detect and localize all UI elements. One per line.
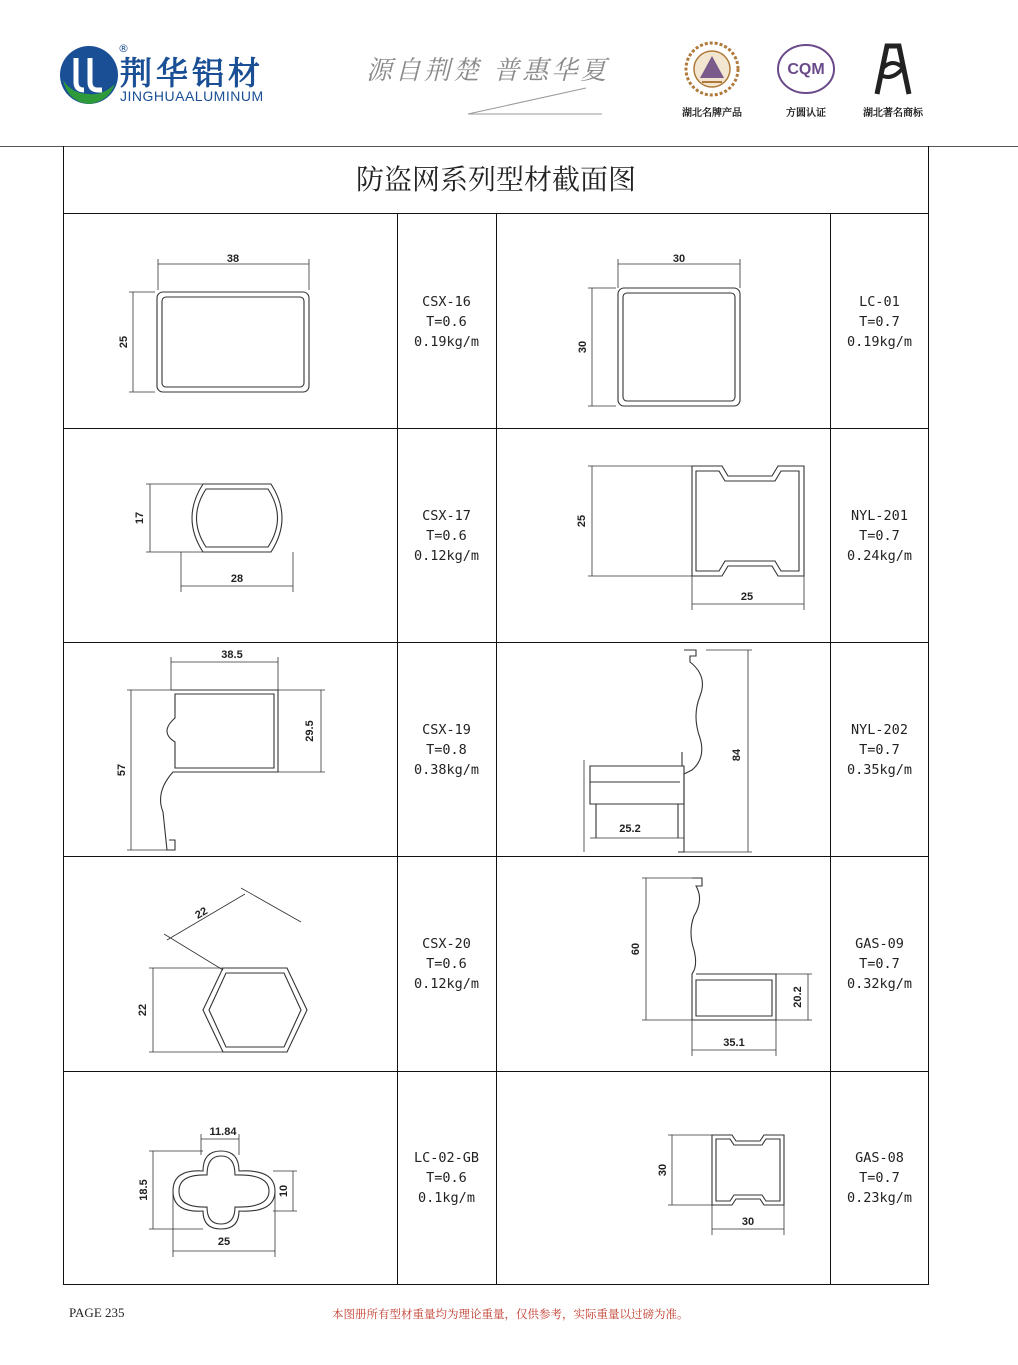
dim-label: 28	[230, 573, 244, 585]
dim-label: 84	[731, 748, 743, 762]
dim-label: 17	[134, 511, 146, 525]
dim-label: 35.1	[723, 1037, 745, 1049]
badge-caption: 方圆认证	[786, 108, 826, 119]
cqm-mark: CQM	[787, 61, 825, 78]
dim-label: 30	[741, 1216, 755, 1228]
dim-label: 25	[118, 335, 130, 349]
dim-label: 30	[577, 340, 589, 354]
profile-weight: 0.35kg/m	[846, 762, 913, 778]
profile-thickness: T=0.6	[426, 1170, 467, 1186]
dim-label: 22	[193, 905, 210, 922]
profile-code: GAS-09	[855, 936, 904, 952]
profile-thickness: T=0.6	[426, 314, 467, 330]
profile-drawing-nyl-202	[496, 642, 830, 856]
profile-info-lc-01	[830, 292, 929, 352]
dim-label: 18.5	[138, 1179, 150, 1201]
profile-code: NYL-201	[851, 508, 908, 524]
profile-info-lc-02-gb	[397, 1148, 496, 1208]
profile-info-nyl-201	[830, 506, 929, 566]
profile-weight: 0.23kg/m	[846, 1190, 913, 1206]
weight-disclaimer: 本图册所有型材重量均为理论重量，仅供参考，实际重量以过磅为准。	[332, 1307, 689, 1321]
slogan-underline	[466, 84, 606, 118]
dim-label: 25	[217, 1236, 231, 1248]
profile-thickness: T=0.7	[859, 956, 900, 972]
profile-thickness: T=0.7	[859, 528, 900, 544]
profile-weight: 0.19kg/m	[846, 334, 913, 350]
profile-drawing-csx-19	[63, 642, 397, 856]
profile-code: CSX-16	[422, 294, 471, 310]
dim-label: 30	[657, 1163, 669, 1177]
profile-info-gas-08	[830, 1148, 929, 1208]
profile-code: LC-02-GB	[413, 1150, 480, 1166]
profile-code: NYL-202	[851, 722, 908, 738]
registered-mark: ®	[118, 42, 129, 55]
profile-weight: 0.24kg/m	[846, 548, 913, 564]
profile-thickness: T=0.6	[426, 956, 467, 972]
profile-info-csx-19	[397, 720, 496, 780]
profile-drawing-gas-09	[496, 856, 830, 1070]
award-emblem-icon	[672, 38, 752, 100]
dim-label: 25.2	[619, 823, 641, 835]
dim-label: 20.2	[792, 986, 804, 1008]
dim-label: 29.5	[304, 720, 316, 742]
profile-drawing-csx-20	[63, 856, 397, 1070]
profile-drawing-gas-08	[496, 1071, 830, 1285]
dim-label: 25	[576, 514, 588, 528]
profile-info-gas-09	[830, 934, 929, 994]
dim-label: 10	[278, 1184, 290, 1198]
dim-label: 30	[672, 253, 686, 265]
profile-drawing-lc-01	[496, 214, 830, 428]
profile-weight: 0.38kg/m	[413, 762, 480, 778]
profile-info-csx-17	[397, 506, 496, 566]
profile-info-csx-16	[397, 292, 496, 352]
dim-label: 22	[137, 1003, 149, 1017]
profile-code: CSX-17	[422, 508, 471, 524]
dim-label: 38.5	[221, 649, 243, 661]
badge-hubei-brand	[672, 38, 752, 119]
jinghua-logo-icon	[58, 44, 120, 106]
page-title: 防盗网系列型材截面图	[63, 146, 929, 214]
profile-code: LC-01	[859, 294, 900, 310]
profile-info-csx-20	[397, 934, 496, 994]
page-number: PAGE 235	[69, 1305, 125, 1320]
profile-grid	[63, 214, 929, 1285]
badge-caption: 湖北名牌产品	[682, 108, 742, 119]
dim-label: 25	[740, 591, 754, 603]
profile-drawing-csx-16	[63, 214, 397, 428]
profile-weight: 0.32kg/m	[846, 976, 913, 992]
profile-thickness: T=0.7	[859, 314, 900, 330]
profile-weight: 0.19kg/m	[413, 334, 480, 350]
profile-thickness: T=0.7	[859, 742, 900, 758]
badge-cqm	[766, 38, 846, 119]
dim-label: 60	[630, 942, 642, 956]
profile-code: CSX-20	[422, 936, 471, 952]
profile-weight: 0.12kg/m	[413, 548, 480, 564]
profile-code: CSX-19	[422, 722, 471, 738]
page-header	[0, 0, 1018, 146]
profile-info-nyl-202	[830, 720, 929, 780]
trademark-logo-icon	[853, 38, 933, 100]
profile-thickness: T=0.8	[426, 742, 467, 758]
profile-code: GAS-08	[855, 1150, 904, 1166]
slogan: 源自荆楚 普惠华夏	[366, 56, 610, 86]
brand-name-en: JINGHUAALUMINUM	[120, 88, 264, 104]
dim-label: 11.84	[209, 1126, 237, 1138]
profile-thickness: T=0.6	[426, 528, 467, 544]
profile-drawing-lc-02-gb	[63, 1071, 397, 1285]
brand-name-cn: 荆华铝材	[120, 54, 265, 92]
profile-weight: 0.12kg/m	[413, 976, 480, 992]
dim-label: 38	[226, 253, 240, 265]
profile-thickness: T=0.7	[859, 1170, 900, 1186]
badge-trademark	[853, 38, 933, 119]
dim-label: 57	[116, 763, 128, 777]
profile-weight: 0.1kg/m	[418, 1190, 475, 1206]
profile-drawing-csx-17	[63, 428, 397, 642]
profile-drawing-nyl-201	[496, 428, 830, 642]
badge-caption: 湖北著名商标	[863, 108, 923, 119]
cqm-certification-icon	[766, 38, 846, 100]
